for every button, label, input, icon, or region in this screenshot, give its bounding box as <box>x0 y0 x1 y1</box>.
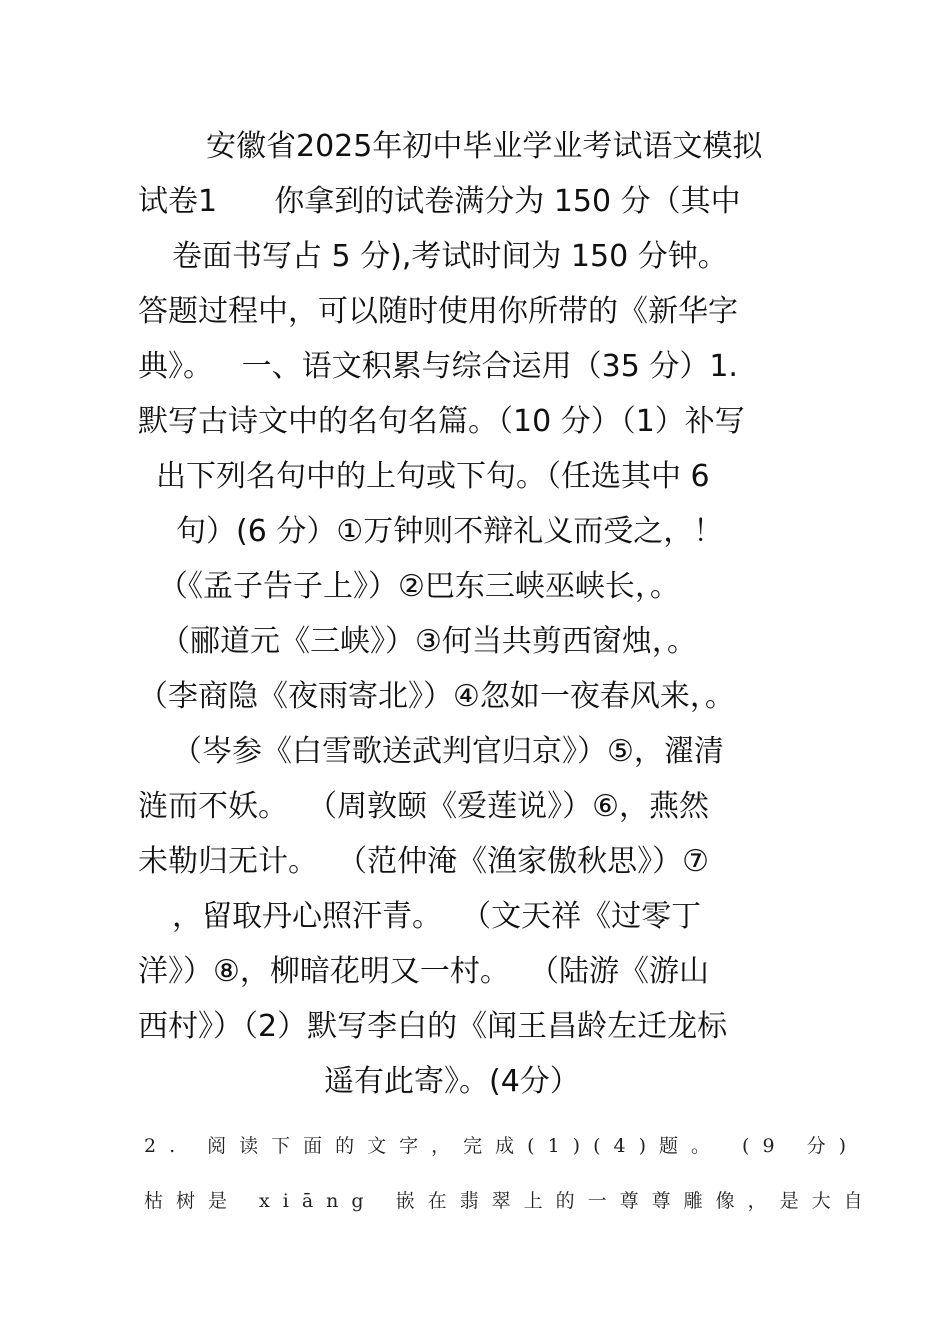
text-line-6: 默写古诗文中的名句名篇。（10 分）（1）补写 <box>138 404 745 439</box>
text-line-5: 典》。 一、语文积累与综合运用（35 分）1. <box>138 349 738 384</box>
text-line-7: 出下列名句中的上句或下句。（任选其中 6 <box>156 459 710 494</box>
text-line-18: 遥有此寄》。(4分） <box>324 1064 580 1099</box>
text-line-1: 安徽省2025年初中毕业学业考试语文模拟 <box>206 129 763 164</box>
text-line-10: （郦道元《三峡》）③何当共剪西窗烛，。 <box>160 624 697 659</box>
text-line-8: 句）(6 分）①万钟则不辩礼义而受之，！ <box>176 514 724 549</box>
text-line-4: 答题过程中，可以随时使用你所带的《新华字 <box>138 294 738 329</box>
passage-first-line: 枯树是 xiāng 嵌在翡翠上的一尊尊雕像，是大自 <box>144 1190 876 1212</box>
text-line-14: 未勒归无计。 （范仲淹《渔家傲秋思》）⑦ <box>138 844 709 879</box>
text-line-13: 涟而不妖。 （周敦颐《爱莲说》）⑥，燕然 <box>138 789 709 824</box>
text-line-12: （岑参《白雪歌送武判官归京》）⑤，濯清 <box>172 734 724 769</box>
text-line-16: 洋》）⑧，柳暗花明又一村。 （陆游《游山 <box>138 954 709 989</box>
text-line-9: （《孟子告子上》）②巴东三峡巫峡长，。 <box>158 569 680 604</box>
text-line-3: 卷面书写占 5 分),考试时间为 150 分钟。 <box>172 239 728 274</box>
text-line-15: ，留取丹心照汗青。 （文天祥《过零丁 <box>172 899 702 934</box>
text-line-2: 试卷1 你拿到的试卷满分为 150 分（其中 <box>138 184 741 219</box>
text-line-17: 西村》）（2）默写李白的《闻王昌龄左迁龙标 <box>138 1009 728 1044</box>
question-2-heading: 2. 阅读下面的文字，完成(1)(4)题。 (9 分) <box>144 1135 859 1157</box>
text-line-11: （李商隐《夜雨寄北》）④忽如一夜春风来，。 <box>138 679 735 714</box>
